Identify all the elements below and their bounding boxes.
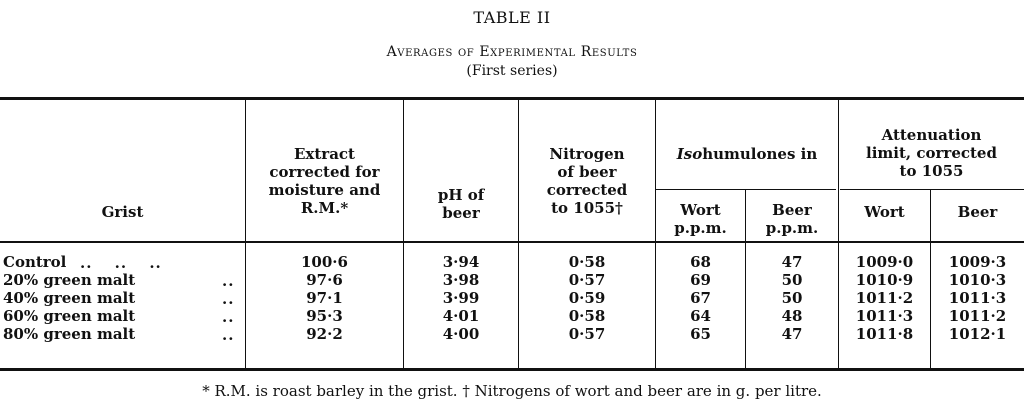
extract-cell: 97·6 [306, 271, 343, 289]
extract-cell: 100·6 [301, 253, 348, 271]
iso-subheader-rule [656, 189, 836, 190]
att-beer-cell: 1010·3 [948, 271, 1007, 289]
grist-cell: 60% green malt [3, 307, 136, 325]
header-attenuation: Attenuation limit, corrected to 1055 [866, 126, 997, 180]
nitrogen-cell: 0·58 [568, 253, 606, 271]
leader-dots: .. [222, 308, 235, 326]
table-subtitle: Averages of Experimental Results [386, 44, 638, 60]
header-extract: Extract corrected for moisture and R.M.* [268, 145, 381, 217]
grist-cell: 80% green malt [3, 325, 136, 343]
header-ph: pH of beer [437, 186, 485, 222]
nitrogen-cell: 0·58 [568, 307, 606, 325]
iso-beer-cell: 50 [781, 289, 803, 307]
grist-cell: Control [3, 253, 67, 271]
ph-cell: 4·00 [442, 325, 480, 343]
top-rule [0, 97, 1024, 100]
header-atten-beer: Beer [957, 203, 998, 221]
iso-beer-cell: 47 [781, 253, 803, 271]
iso-beer-cell: 50 [781, 271, 803, 289]
header-iso-wort: Wort p.p.m. [674, 201, 727, 237]
iso-wort-cell: 64 [690, 307, 711, 325]
leader-dots: .. [222, 326, 235, 344]
nitrogen-cell: 0·57 [568, 325, 606, 343]
header-atten-wort: Wort [864, 203, 905, 221]
att-beer-cell: 1011·2 [948, 307, 1007, 325]
ph-cell: 3·98 [442, 271, 480, 289]
iso-wort-cell: 69 [690, 271, 711, 289]
header-grist: Grist [101, 203, 144, 221]
table-footnote: * R.M. is roast barley in the grist. † Nitrogens of wort and beer are in g. per litre. [202, 382, 822, 400]
header-rule [0, 241, 1024, 243]
iso-wort-cell: 65 [690, 325, 711, 343]
header-isohumulones: Isohumulones in [676, 145, 818, 163]
att-wort-cell: 1011·8 [855, 325, 914, 343]
table-subtitle-series: (First series) [466, 63, 558, 79]
extract-cell: 92·2 [306, 325, 343, 343]
header-iso-beer: Beer p.p.m. [765, 201, 819, 237]
attenuation-subheader-rule [840, 189, 1024, 190]
bottom-rule [0, 368, 1024, 371]
att-wort-cell: 1009·0 [855, 253, 914, 271]
grist-cell: 40% green malt [3, 289, 136, 307]
ph-cell: 3·94 [442, 253, 480, 271]
att-wort-cell: 1011·2 [855, 289, 914, 307]
iso-wort-cell: 68 [690, 253, 711, 271]
iso-wort-cell: 67 [690, 289, 711, 307]
iso-beer-cell: 48 [781, 307, 803, 325]
att-beer-cell: 1012·1 [948, 325, 1007, 343]
grist-cell: 20% green malt [3, 271, 136, 289]
ph-cell: 3·99 [442, 289, 480, 307]
extract-cell: 97·1 [306, 289, 343, 307]
leader-dots: .. .. .. [80, 254, 162, 272]
leader-dots: .. [222, 272, 235, 290]
leader-dots: .. [222, 290, 235, 308]
extract-cell: 95·3 [306, 307, 343, 325]
header-nitrogen: Nitrogen of beer corrected to 1055† [546, 145, 628, 217]
ph-cell: 4·01 [442, 307, 480, 325]
att-beer-cell: 1011·3 [948, 289, 1007, 307]
att-wort-cell: 1010·9 [855, 271, 914, 289]
nitrogen-cell: 0·59 [568, 289, 606, 307]
table-title: TABLE II [473, 8, 551, 27]
att-beer-cell: 1009·3 [948, 253, 1007, 271]
nitrogen-cell: 0·57 [568, 271, 606, 289]
att-wort-cell: 1011·3 [855, 307, 914, 325]
iso-beer-cell: 47 [781, 325, 803, 343]
